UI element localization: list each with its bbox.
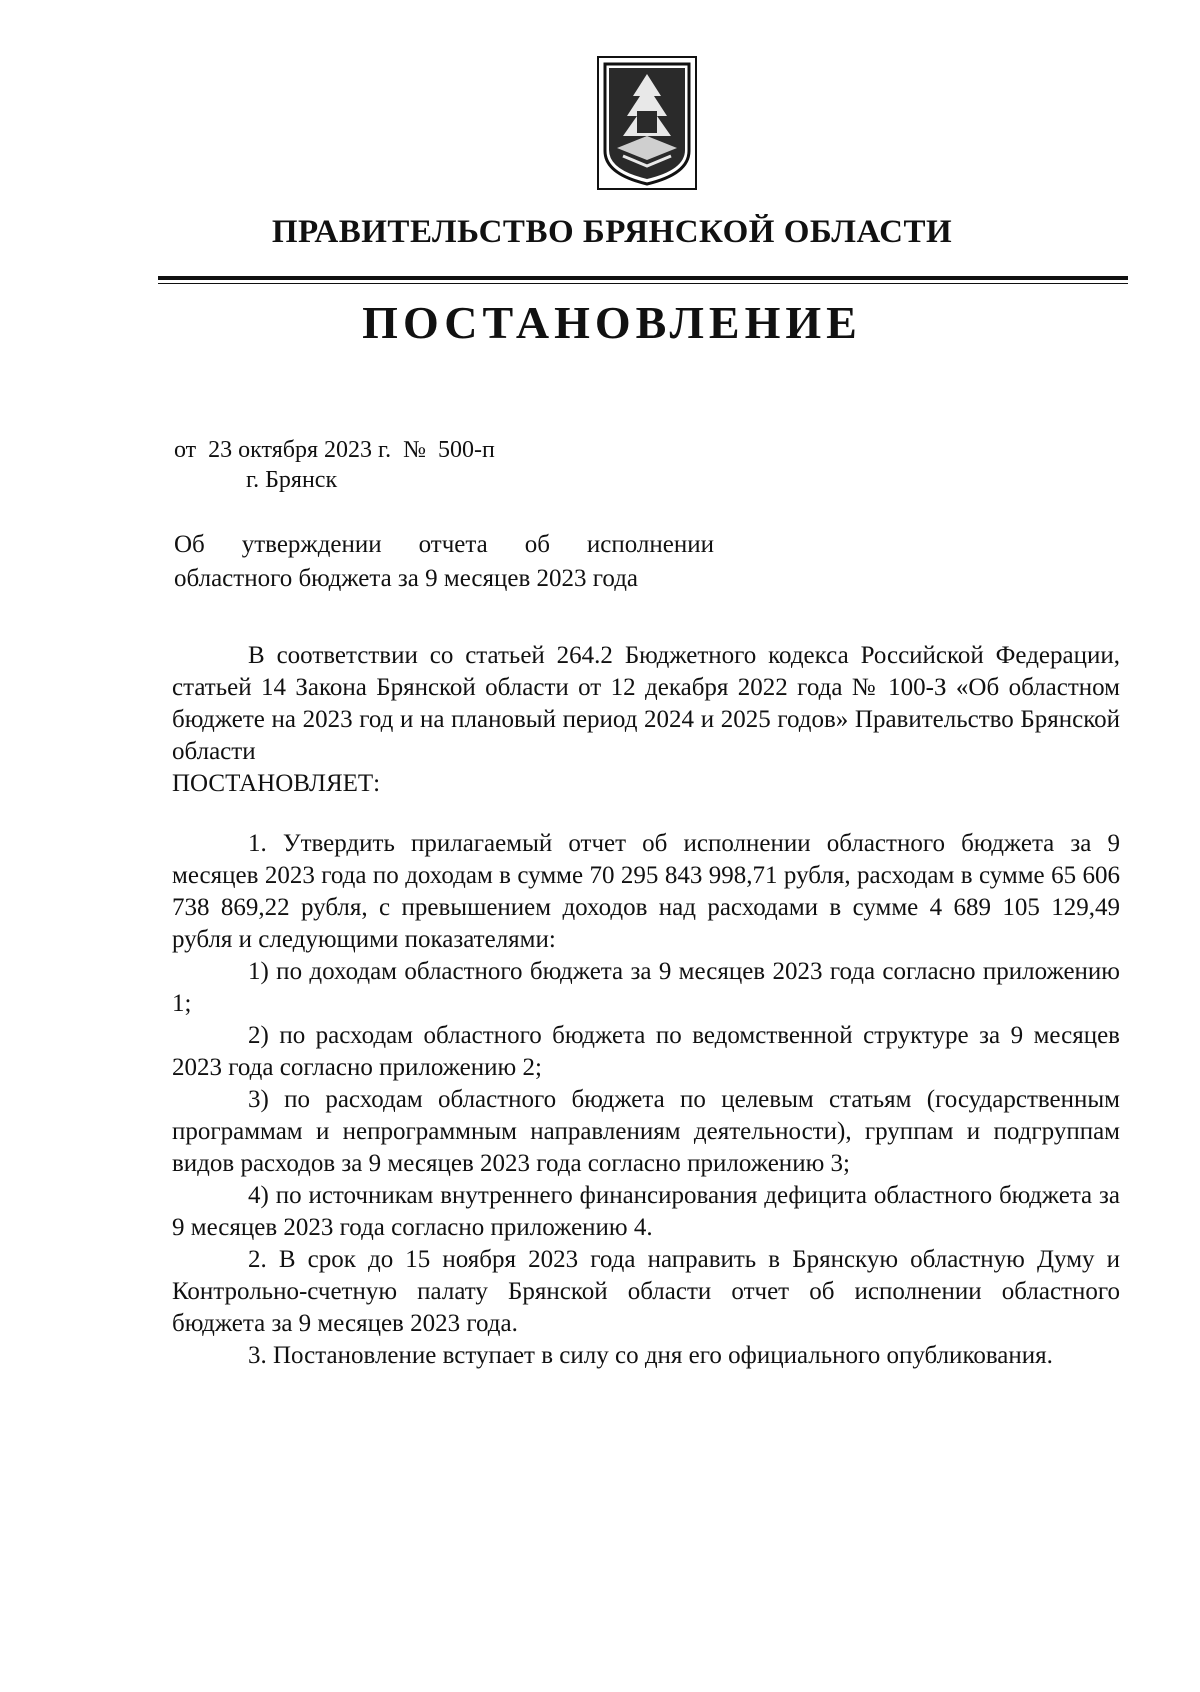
document-subject bbox=[174, 528, 714, 596]
header-rule-thin bbox=[158, 283, 1128, 284]
item-2-paragraph: 2. В срок до 15 ноября 2023 года направить в Брянскую областную Думу и Контрольно-счетную палату Брянской области отчет об исполнении областного бюджета за 9 месяцев 2023 года. bbox=[172, 1246, 1120, 1337]
organization-name: ПРАВИТЕЛЬСТВО БРЯНСКОЙ ОБЛАСТИ bbox=[271, 214, 953, 250]
item-1-3-paragraph: 3) по расходам областного бюджета по целевым статьям (государственным программам и непрограммным направлениям деятельности), группам и подгруппам видов расходов за 9 месяцев 2023 года согласно приложению 3; bbox=[172, 1086, 1120, 1177]
subject-line-1: Об утверждении отчета об исполнении bbox=[174, 531, 714, 558]
item-1-1-paragraph: 1) по доходам областного бюджета за 9 месяцев 2023 года согласно приложению 1; bbox=[172, 958, 1120, 1017]
preamble-paragraph: В соответствии со статьей 264.2 Бюджетного кодекса Российской Федерации, статьей 14 Закона Брянской области от 12 декабря 2022 года № 100-З «Об областном бюджете на 2023 год и на плановый период 2024 и 2025 годов» Правительство Брянской области bbox=[172, 642, 1120, 765]
date-number-line: от 23 октября 2023 г. № 500-п bbox=[174, 437, 495, 463]
resolves-heading: ПОСТАНОВЛЯЕТ: bbox=[172, 770, 381, 797]
item-1-2-paragraph: 2) по расходам областного бюджета по ведомственной структуре за 9 месяцев 2023 года согласно приложению 2; bbox=[172, 1022, 1120, 1081]
document-type: ПОСТАНОВЛЕНИЕ bbox=[362, 297, 862, 348]
item-1-4-paragraph: 4) по источникам внутреннего финансирования дефицита областного бюджета за 9 месяцев 2023 года согласно приложению 4. bbox=[172, 1182, 1120, 1241]
coat-of-arms-icon bbox=[597, 56, 697, 190]
item-3-paragraph: 3. Постановление вступает в силу со дня его официального опубликования. bbox=[248, 1342, 1053, 1369]
city-line: г. Брянск bbox=[246, 467, 338, 493]
subject-line-2: областного бюджета за 9 месяцев 2023 года bbox=[174, 565, 639, 592]
document-body bbox=[172, 640, 1120, 1372]
header-rule-thick bbox=[158, 276, 1128, 280]
item-1-paragraph: 1. Утвердить прилагаемый отчет об исполнении областного бюджета за 9 месяцев 2023 года по доходам в сумме 70 295 843 998,71 рубля, расходам в сумме 65 606 738 869,22 рубля, с превышением доходов над расходами в сумме 4 689 105 129,49 рубля и следующими показателями: bbox=[172, 830, 1120, 953]
